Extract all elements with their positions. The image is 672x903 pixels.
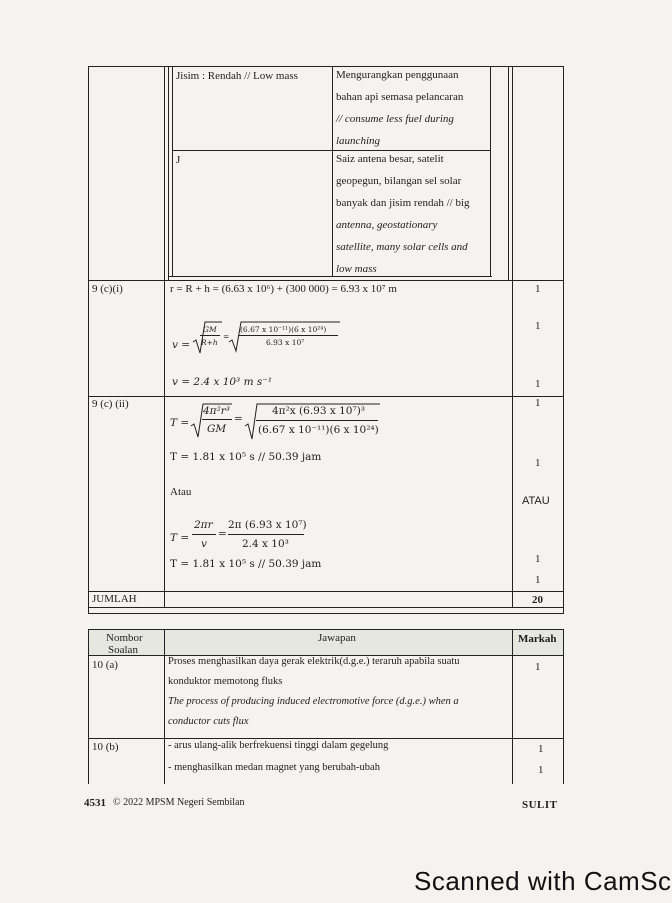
T2-frac2-num: 2π (6.93 x 10⁷) bbox=[228, 519, 307, 531]
v-equals: = bbox=[223, 332, 230, 341]
T-frac2-den: (6.67 x 10⁻¹¹)(6 x 10²⁴) bbox=[258, 424, 379, 436]
mark: 1 bbox=[535, 457, 541, 469]
atau-text: Atau bbox=[170, 486, 192, 498]
mark: 1 bbox=[535, 661, 541, 673]
footer-copyright: © 2022 MPSM Negeri Sembilan bbox=[113, 797, 245, 808]
T-frac2-num: 4π²x (6.93 x 10⁷)³ bbox=[272, 405, 365, 417]
answer-10a: Proses menghasilkan daya gerak elektrik(d.g.e.) teraruh apabila suatu konduktor memotong fluks The process of producing induced electromotive force (d.g.e.) when a conductor cuts flux bbox=[168, 656, 460, 727]
v-lhs: v = bbox=[172, 339, 191, 351]
header-markah: Markah bbox=[518, 633, 557, 645]
reason-low-mass: Mengurangkan penggunaan bahan api semasa pelancaran // consume less fuel during launching bbox=[336, 69, 464, 147]
T2-frac1-den: v bbox=[201, 538, 207, 550]
v-frac2-num: (6.67 x 10⁻¹¹)(6 x 10²⁴) bbox=[240, 325, 327, 334]
column-divider bbox=[172, 66, 173, 276]
answer-10b: - arus ulang-alik berfrekuensi tinggi dalam gegelung - menghasilkan medan magnet yang berubah-ubah bbox=[168, 740, 389, 773]
column-divider bbox=[164, 66, 165, 607]
jumlah-label: JUMLAH bbox=[92, 593, 137, 605]
mark: 1 bbox=[535, 574, 541, 586]
v-frac1-den: R+h bbox=[201, 338, 218, 347]
header-nombor: Nombor bbox=[106, 632, 143, 644]
reason-j: Saiz antena besar, satelit geopegun, bilangan sel solar banyak dan jisim rendah // big antenna, geostationary satellite, many solar cells and low mass bbox=[336, 153, 470, 275]
T2-lhs: T = bbox=[170, 532, 190, 544]
v-frac1-num: GM bbox=[203, 325, 217, 334]
mark: 1 bbox=[535, 320, 541, 332]
column-divider bbox=[332, 66, 333, 276]
v-frac2-den: 6.93 x 10⁷ bbox=[266, 338, 305, 347]
row-divider bbox=[88, 280, 564, 281]
column-divider bbox=[512, 66, 513, 607]
question-label-10a: 10 (a) bbox=[92, 659, 118, 671]
T2-frac1-num: 2πr bbox=[194, 519, 213, 531]
T-result-2: T = 1.81 x 10⁵ s // 50.39 jam bbox=[170, 558, 322, 570]
table-border-left bbox=[88, 629, 89, 784]
T2-equals: = bbox=[218, 528, 227, 540]
question-label-10b: 10 (b) bbox=[92, 741, 119, 753]
question-label-9ci: 9 (c)(i) bbox=[92, 283, 123, 295]
table-border-right bbox=[563, 629, 564, 784]
column-divider bbox=[508, 66, 509, 280]
fraction-bar bbox=[238, 335, 338, 336]
question-label-9cii: 9 (c) (ii) bbox=[92, 398, 129, 410]
table-border-top bbox=[88, 629, 564, 630]
fraction-bar bbox=[228, 534, 304, 535]
T-result-1: T = 1.81 x 10⁵ s // 50.39 jam bbox=[170, 451, 322, 463]
row-divider bbox=[88, 396, 564, 397]
mark: 1 bbox=[538, 743, 544, 755]
radius-equation: r = R + h = (6.63 x 10⁶) + (300 000) = 6.93 x 10⁷ m bbox=[170, 283, 397, 295]
scanner-watermark: Scanned with CamSc bbox=[414, 866, 672, 896]
T2-frac2-den: 2.4 x 10³ bbox=[242, 538, 289, 550]
v-result: v = 2.4 x 10³ m s⁻¹ bbox=[172, 376, 273, 388]
T-lhs: T = bbox=[170, 417, 190, 429]
option-j: J bbox=[176, 154, 181, 166]
row-divider bbox=[88, 591, 564, 592]
fraction-bar bbox=[202, 419, 232, 420]
option-low-mass: Jisim : Rendah // Low mass bbox=[176, 70, 298, 82]
table-border-left bbox=[88, 66, 89, 613]
mark: 1 bbox=[535, 283, 541, 295]
mark: 1 bbox=[535, 378, 541, 390]
header-jawapan: Jawapan bbox=[318, 632, 356, 644]
footer-sulit: SULIT bbox=[522, 799, 558, 811]
jumlah-value: 20 bbox=[532, 594, 543, 606]
table-border-bottom bbox=[88, 613, 564, 614]
T-frac1-num: 4π²r³ bbox=[203, 405, 231, 417]
T-frac1-den: GM bbox=[207, 423, 227, 435]
row-divider bbox=[88, 607, 564, 608]
table-border-right bbox=[563, 66, 564, 613]
header-soalan: Soalan bbox=[108, 644, 138, 656]
fraction-bar bbox=[256, 420, 378, 421]
column-divider bbox=[168, 66, 169, 280]
column-divider bbox=[164, 629, 165, 784]
mark: 1 bbox=[535, 397, 541, 409]
table-border-top bbox=[88, 66, 564, 67]
footer-code: 4531 bbox=[84, 797, 106, 809]
mark: 1 bbox=[538, 764, 544, 776]
column-divider bbox=[490, 66, 491, 276]
fraction-bar bbox=[200, 335, 220, 336]
T-equals: = bbox=[234, 413, 243, 425]
fraction-bar bbox=[192, 534, 216, 535]
mark-atau: ATAU bbox=[522, 495, 550, 507]
column-divider bbox=[512, 629, 513, 784]
mark: 1 bbox=[535, 553, 541, 565]
